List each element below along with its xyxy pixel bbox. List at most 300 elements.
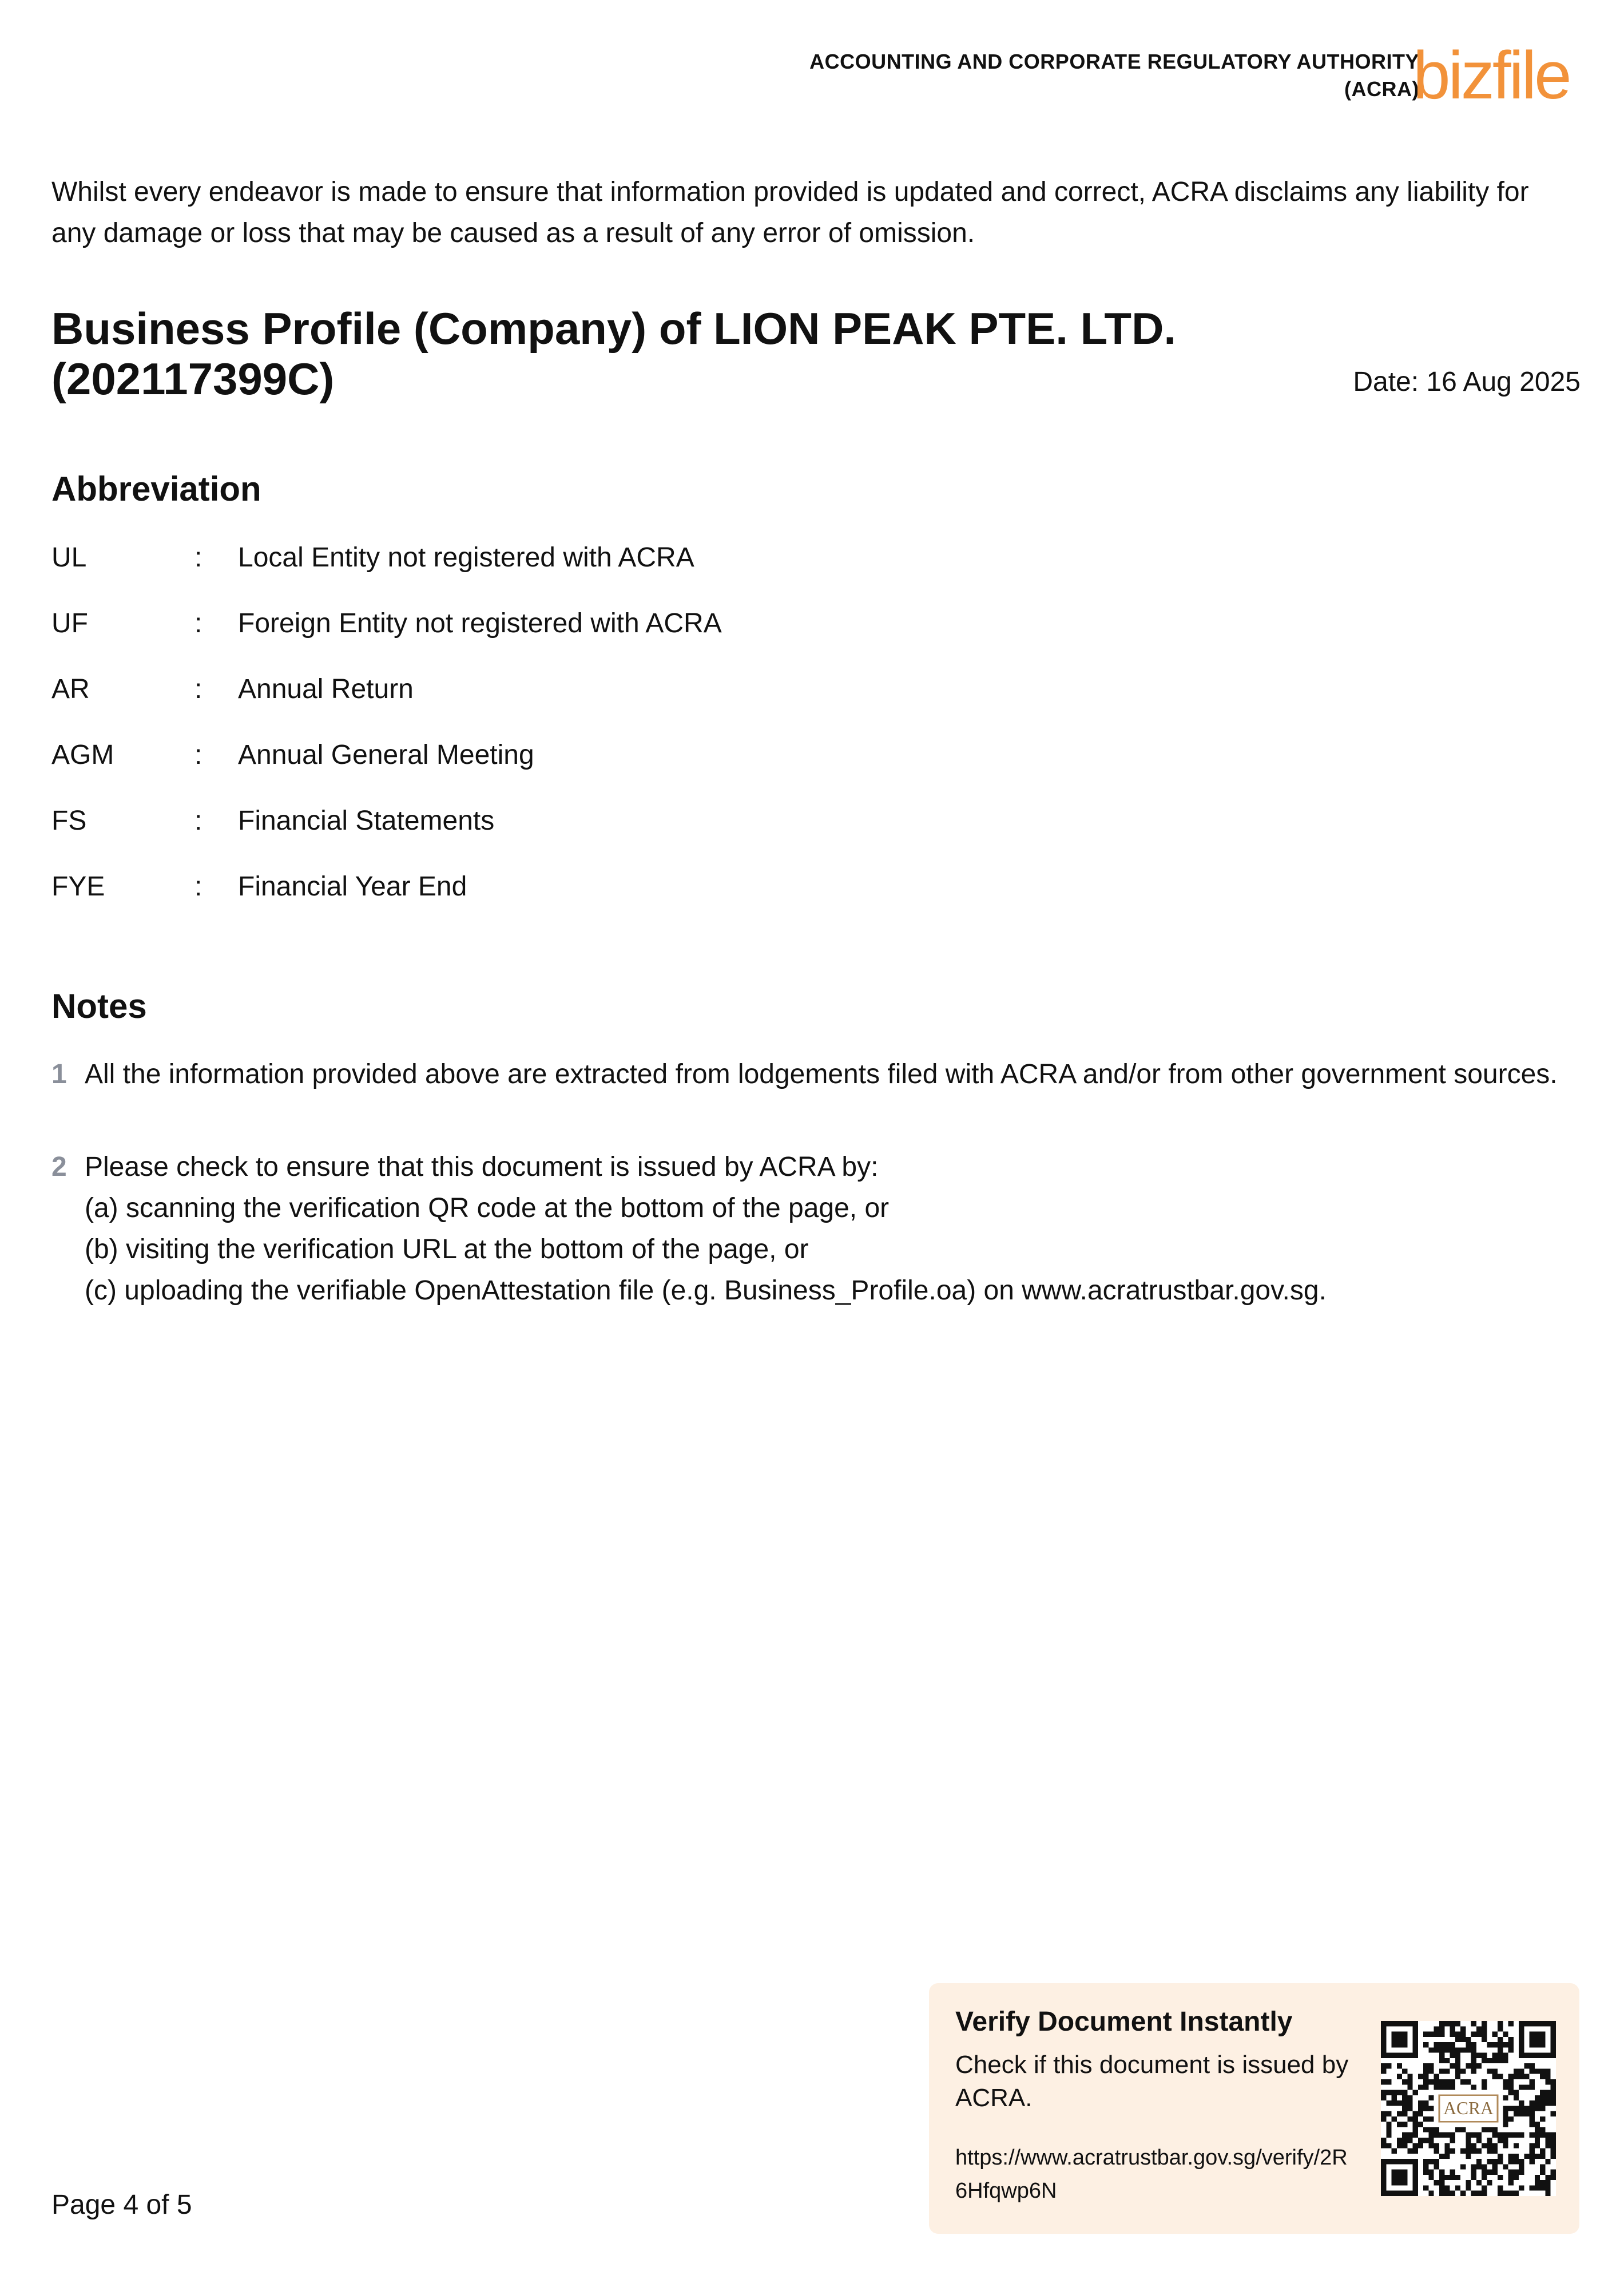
qr-module [1545, 2185, 1550, 2190]
qr-module [1508, 2042, 1514, 2047]
qr-module [1540, 2127, 1545, 2132]
qr-module [1418, 2084, 1423, 2090]
qr-module [1439, 2053, 1444, 2058]
qr-module [1381, 2111, 1386, 2116]
qr-module [1545, 2100, 1550, 2106]
qr-module [1545, 2133, 1550, 2138]
qr-module [1487, 2149, 1492, 2154]
qr-module [1508, 2037, 1514, 2042]
verify-url[interactable]: https://www.acratrustbar.gov.sg/verify/2R6Hfqwp6N [955, 2146, 1348, 2203]
qr-module [1455, 2021, 1460, 2026]
qr-module [1545, 2180, 1550, 2185]
qr-module [1498, 2047, 1503, 2052]
qr-module [1386, 2079, 1391, 2084]
qr-module [1444, 2058, 1450, 2063]
qr-module [1508, 2090, 1514, 2095]
qr-module [1503, 2106, 1508, 2111]
qr-module [1540, 2185, 1545, 2190]
qr-module [1482, 2127, 1487, 2132]
qr-module [1545, 2079, 1550, 2084]
qr-module [1498, 2021, 1503, 2026]
qr-module [1413, 2127, 1418, 2132]
qr-module [1482, 2053, 1487, 2058]
verify-description: Check if this document is issued by ACRA. [955, 2051, 1349, 2112]
qr-module [1450, 2047, 1455, 2052]
qr-module [1386, 2063, 1391, 2068]
qr-module [1551, 2149, 1556, 2154]
qr-module [1487, 2170, 1492, 2175]
qr-finder-core [1392, 2032, 1408, 2048]
qr-module [1455, 2063, 1460, 2068]
qr-module [1498, 2074, 1503, 2079]
qr-module [1508, 2170, 1514, 2175]
qr-module [1492, 2058, 1498, 2063]
qr-module [1498, 2159, 1503, 2164]
qr-module [1466, 2149, 1471, 2154]
qr-module [1540, 2116, 1545, 2122]
qr-module [1471, 2191, 1476, 2196]
verification-qr-code[interactable] [1381, 2021, 1556, 2196]
qr-module [1540, 2149, 1545, 2154]
qr-module [1471, 2170, 1476, 2175]
qr-module [1439, 2180, 1444, 2185]
qr-module [1402, 2138, 1407, 2143]
qr-module [1514, 2175, 1519, 2180]
qr-module [1535, 2122, 1540, 2127]
qr-module [1476, 2191, 1482, 2196]
qr-module [1407, 2133, 1412, 2138]
qr-module [1460, 2191, 1466, 2196]
qr-module [1407, 2116, 1412, 2122]
bizfile-logo [1407, 34, 1579, 120]
qr-module [1428, 2106, 1434, 2111]
qr-module [1540, 2100, 1545, 2106]
qr-module [1450, 2042, 1455, 2047]
qr-module [1492, 2042, 1498, 2047]
qr-module [1397, 2111, 1402, 2116]
abbreviation-code: FS [51, 806, 87, 836]
authority-name: ACCOUNTING AND CORPORATE REGULATORY AUTHORITY [809, 50, 1419, 73]
qr-module [1466, 2042, 1471, 2047]
qr-module [1498, 2154, 1503, 2159]
qr-module [1450, 2079, 1455, 2084]
qr-module [1428, 2127, 1434, 2132]
qr-module [1407, 2074, 1412, 2079]
qr-module [1428, 2170, 1434, 2175]
qr-module [1519, 2133, 1524, 2138]
qr-module [1455, 2047, 1460, 2052]
qr-module [1535, 2143, 1540, 2148]
qr-module [1444, 2042, 1450, 2047]
qr-module [1423, 2042, 1428, 2047]
qr-module [1460, 2037, 1466, 2042]
qr-module [1540, 2090, 1545, 2095]
qr-module [1482, 2084, 1487, 2090]
qr-module [1530, 2079, 1535, 2084]
qr-module [1519, 2164, 1524, 2169]
qr-module [1535, 2138, 1540, 2143]
qr-module [1439, 2079, 1444, 2084]
qr-module [1455, 2032, 1460, 2037]
qr-module [1455, 2058, 1460, 2063]
qr-module [1466, 2133, 1471, 2138]
note-line: Please check to ensure that this document is issued by ACRA by: [85, 1152, 879, 1182]
qr-module [1418, 2138, 1423, 2143]
qr-module [1450, 2191, 1455, 2196]
qr-module [1482, 2191, 1487, 2196]
authority-abbr: (ACRA) [1344, 77, 1419, 101]
qr-module [1535, 2068, 1540, 2074]
qr-module [1535, 2100, 1540, 2106]
qr-module [1540, 2074, 1545, 2079]
qr-module [1471, 2042, 1476, 2047]
qr-module [1524, 2074, 1529, 2079]
qr-module [1535, 2180, 1540, 2185]
qr-module [1482, 2058, 1487, 2063]
qr-module [1418, 2100, 1423, 2106]
qr-module [1492, 2133, 1498, 2138]
qr-module [1482, 2021, 1487, 2026]
qr-module [1423, 2084, 1428, 2090]
qr-module [1460, 2127, 1466, 2132]
qr-module [1498, 2138, 1503, 2143]
note-line: (c) uploading the verifiable OpenAttestation file (e.g. Business_Profile.oa) on www.acratrustbar.gov.sg. [85, 1275, 1327, 1306]
qr-module [1545, 2159, 1550, 2164]
qr-module [1402, 2068, 1407, 2074]
qr-module [1439, 2170, 1444, 2175]
abbreviation-code: FYE [51, 871, 105, 902]
qr-module [1540, 2180, 1545, 2185]
qr-module [1476, 2063, 1482, 2068]
qr-module [1492, 2164, 1498, 2169]
qr-module [1434, 2149, 1439, 2154]
qr-module [1418, 2111, 1423, 2116]
qr-module [1423, 2159, 1428, 2164]
notes-list [51, 1054, 1573, 1311]
qr-module [1551, 2095, 1556, 2100]
note-item [51, 1147, 1573, 1311]
qr-module [1487, 2143, 1492, 2148]
qr-module [1540, 2068, 1545, 2074]
qr-module [1498, 2175, 1503, 2180]
qr-module [1551, 2084, 1556, 2090]
qr-module [1519, 2170, 1524, 2175]
qr-center-label: ACRA [1443, 2098, 1494, 2119]
qr-module [1551, 2143, 1556, 2148]
qr-module [1439, 2175, 1444, 2180]
qr-module [1402, 2079, 1407, 2084]
abbreviation-row [51, 604, 1081, 669]
qr-module [1476, 2138, 1482, 2143]
qr-module [1434, 2084, 1439, 2090]
qr-module [1476, 2149, 1482, 2154]
note-body [85, 1147, 1327, 1311]
qr-module [1428, 2116, 1434, 2122]
qr-module [1444, 2143, 1450, 2148]
qr-module [1471, 2175, 1476, 2180]
qr-module [1514, 2170, 1519, 2175]
qr-module [1535, 2106, 1540, 2111]
qr-module [1471, 2047, 1476, 2052]
qr-module [1535, 2175, 1540, 2180]
qr-module [1407, 2149, 1412, 2154]
qr-module [1540, 2095, 1545, 2100]
qr-module [1444, 2154, 1450, 2159]
qr-module [1460, 2032, 1466, 2037]
qr-module [1492, 2053, 1498, 2058]
qr-module [1524, 2154, 1529, 2159]
abbreviation-meaning: Financial Year End [238, 871, 467, 902]
qr-module [1482, 2037, 1487, 2042]
qr-module [1466, 2138, 1471, 2143]
qr-module [1530, 2159, 1535, 2164]
qr-module [1503, 2095, 1508, 2100]
qr-module [1434, 2032, 1439, 2037]
qr-module [1476, 2053, 1482, 2058]
qr-module [1450, 2138, 1455, 2143]
qr-module [1524, 2084, 1529, 2090]
abbreviation-meaning: Financial Statements [238, 806, 495, 836]
qr-module [1439, 2032, 1444, 2037]
qr-module [1503, 2116, 1508, 2122]
qr-module [1551, 2079, 1556, 2084]
qr-module [1423, 2063, 1428, 2068]
qr-module [1530, 2100, 1535, 2106]
abbreviation-meaning: Annual General Meeting [238, 740, 534, 770]
qr-module [1487, 2138, 1492, 2143]
qr-module [1471, 2133, 1476, 2138]
qr-module [1524, 2106, 1529, 2111]
qr-module [1444, 2079, 1450, 2084]
qr-module [1423, 2138, 1428, 2143]
qr-module [1503, 2042, 1508, 2047]
qr-module [1439, 2047, 1444, 2052]
qr-module [1519, 2100, 1524, 2106]
qr-module [1397, 2143, 1402, 2148]
qr-module [1428, 2191, 1434, 2196]
title-company: Business Profile (Company) of LION PEAK PTE. LTD. [51, 303, 1177, 354]
qr-module [1381, 2095, 1386, 2100]
qr-module [1428, 2175, 1434, 2180]
qr-module [1466, 2079, 1471, 2084]
qr-module [1444, 2068, 1450, 2074]
qr-module [1530, 2143, 1535, 2148]
qr-module [1530, 2154, 1535, 2159]
qr-module [1428, 2063, 1434, 2068]
qr-module [1503, 2058, 1508, 2063]
qr-module [1545, 2143, 1550, 2148]
qr-module [1487, 2058, 1492, 2063]
qr-module [1492, 2074, 1498, 2079]
qr-module [1466, 2154, 1471, 2159]
qr-module [1503, 2164, 1508, 2169]
qr-module [1508, 2175, 1514, 2180]
abbreviation-row [51, 801, 1081, 867]
qr-module [1530, 2068, 1535, 2074]
qr-module [1428, 2095, 1434, 2100]
qr-module [1428, 2143, 1434, 2148]
qr-finder-core [1530, 2032, 1546, 2048]
qr-module [1423, 2170, 1428, 2175]
qr-module [1530, 2106, 1535, 2111]
qr-module [1540, 2133, 1545, 2138]
abbreviation-meaning: Local Entity not registered with ACRA [238, 542, 694, 573]
qr-module [1413, 2122, 1418, 2127]
qr-module [1392, 2149, 1397, 2154]
qr-module [1444, 2191, 1450, 2196]
qr-module [1508, 2084, 1514, 2090]
qr-module [1423, 2079, 1428, 2084]
qr-module [1444, 2149, 1450, 2154]
qr-module [1471, 2164, 1476, 2169]
qr-module [1450, 2175, 1455, 2180]
qr-module [1530, 2133, 1535, 2138]
qr-module [1508, 2154, 1514, 2159]
qr-module [1514, 2106, 1519, 2111]
qr-module [1450, 2170, 1455, 2175]
abbreviation-heading: Abbreviation [51, 470, 261, 508]
qr-module [1519, 2185, 1524, 2190]
qr-module [1482, 2026, 1487, 2031]
qr-module [1413, 2111, 1418, 2116]
qr-module [1530, 2116, 1535, 2122]
qr-module [1466, 2037, 1471, 2042]
qr-module [1434, 2127, 1439, 2132]
qr-module [1413, 2116, 1418, 2122]
qr-module [1381, 2143, 1386, 2148]
notes-heading: Notes [51, 987, 147, 1025]
qr-module [1476, 2180, 1482, 2185]
qr-module [1519, 2084, 1524, 2090]
qr-module [1487, 2068, 1492, 2074]
qr-module [1455, 2053, 1460, 2058]
qr-module [1503, 2053, 1508, 2058]
qr-module [1455, 2185, 1460, 2190]
bizfile-logo-text: bizfile [1413, 38, 1570, 113]
qr-module [1444, 2175, 1450, 2180]
qr-module [1524, 2063, 1529, 2068]
qr-module [1498, 2133, 1503, 2138]
qr-module [1466, 2047, 1471, 2052]
qr-module [1381, 2138, 1386, 2143]
qr-module [1386, 2122, 1391, 2127]
abbreviation-row [51, 669, 1081, 735]
qr-module [1503, 2084, 1508, 2090]
qr-module [1428, 2032, 1434, 2037]
qr-module [1503, 2133, 1508, 2138]
abbreviation-meaning: Annual Return [238, 674, 414, 704]
qr-module [1418, 2143, 1423, 2148]
qr-module [1514, 2074, 1519, 2079]
qr-module [1418, 2106, 1423, 2111]
qr-module [1423, 2068, 1428, 2074]
verify-title: Verify Document Instantly [955, 2007, 1293, 2037]
qr-module [1434, 2074, 1439, 2079]
qr-module [1428, 2138, 1434, 2143]
abbreviation-code: AGM [51, 740, 114, 770]
qr-module [1460, 2149, 1466, 2154]
qr-module [1381, 2063, 1386, 2068]
qr-module [1551, 2175, 1556, 2180]
qr-module [1503, 2191, 1508, 2196]
qr-module [1535, 2127, 1540, 2132]
qr-module [1514, 2191, 1519, 2196]
qr-module [1503, 2122, 1508, 2127]
qr-module [1397, 2138, 1402, 2143]
qr-module [1498, 2042, 1503, 2047]
qr-module [1423, 2074, 1428, 2079]
qr-module [1386, 2090, 1391, 2095]
qr-module [1402, 2122, 1407, 2127]
qr-module [1407, 2095, 1412, 2100]
qr-module [1487, 2159, 1492, 2164]
qr-module [1471, 2149, 1476, 2154]
abbreviation-separator: : [194, 806, 202, 836]
qr-module [1503, 2079, 1508, 2084]
qr-module [1397, 2063, 1402, 2068]
qr-module [1545, 2095, 1550, 2100]
qr-module [1471, 2068, 1476, 2074]
qr-module [1386, 2111, 1391, 2116]
qr-module [1551, 2111, 1556, 2116]
qr-module [1476, 2164, 1482, 2169]
qr-module [1439, 2191, 1444, 2196]
qr-module [1540, 2164, 1545, 2169]
qr-module [1514, 2068, 1519, 2074]
qr-module [1508, 2106, 1514, 2111]
qr-module [1540, 2106, 1545, 2111]
qr-module [1455, 2068, 1460, 2074]
qr-module [1386, 2100, 1391, 2106]
qr-module [1460, 2047, 1466, 2052]
qr-module [1450, 2021, 1455, 2026]
page-title [51, 303, 1281, 404]
qr-module [1450, 2032, 1455, 2037]
qr-module [1413, 2133, 1418, 2138]
qr-module [1482, 2164, 1487, 2169]
qr-module [1423, 2185, 1428, 2190]
qr-module [1503, 2111, 1508, 2116]
qr-module [1545, 2074, 1550, 2079]
qr-module [1418, 2122, 1423, 2127]
qr-module [1482, 2185, 1487, 2190]
qr-module [1392, 2090, 1397, 2095]
abbreviation-list [51, 538, 1081, 933]
abbreviation-separator: : [194, 542, 202, 573]
qr-module [1428, 2068, 1434, 2074]
qr-module [1428, 2159, 1434, 2164]
qr-module [1540, 2170, 1545, 2175]
abbreviation-row [51, 735, 1081, 801]
abbreviation-separator: : [194, 608, 202, 639]
qr-module [1407, 2084, 1412, 2090]
qr-module [1498, 2185, 1503, 2190]
qr-module [1530, 2149, 1535, 2154]
qr-module [1402, 2090, 1407, 2095]
qr-module [1535, 2154, 1540, 2159]
abbreviation-code: UL [51, 542, 87, 573]
qr-module [1476, 2133, 1482, 2138]
qr-module [1455, 2037, 1460, 2042]
qr-module [1439, 2042, 1444, 2047]
qr-module [1413, 2090, 1418, 2095]
qr-module [1498, 2191, 1503, 2196]
qr-module [1428, 2133, 1434, 2138]
qr-module [1492, 2127, 1498, 2132]
qr-module [1482, 2079, 1487, 2084]
qr-module [1535, 2133, 1540, 2138]
qr-module [1423, 2100, 1428, 2106]
